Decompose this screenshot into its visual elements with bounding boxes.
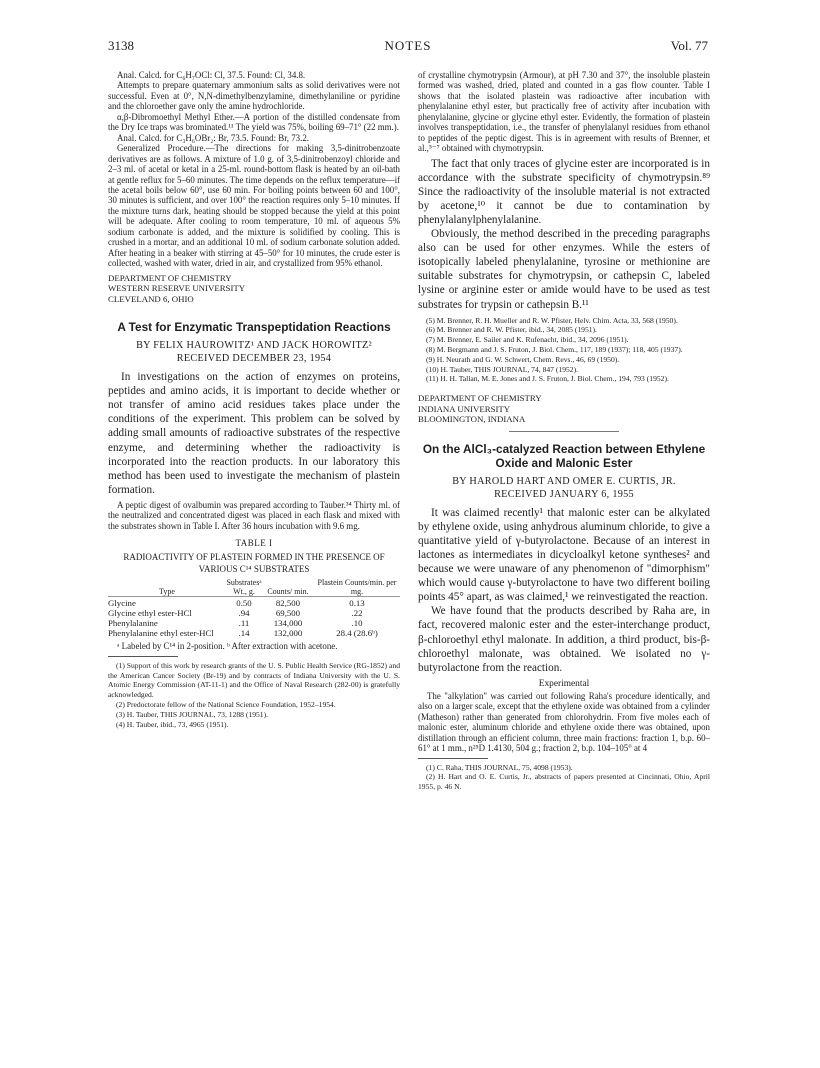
table-caption: RADIOACTIVITY OF PLASTEIN FORMED IN THE PRESENCE OF VARIOUS C¹⁴ SUBSTRATES: [123, 552, 385, 575]
reference-11: (11) H. H. Tallan, M. E. Jones and J. S. Fruton, J. Biol. Chem., 194, 793 (1952).: [426, 374, 669, 384]
table-row: Glycine 0.50 82,500 0.13: [108, 597, 400, 609]
analysis-line-2: Anal. Calcd. for C₃H₆OBr₂: Br, 73.5. Found: Br, 73.2.: [117, 132, 309, 143]
reference-8: (8) M. Bergmann and J. S. Fruton, J. Biol. Chem., 117, 189 (1937); 118, 405 (1937).: [426, 345, 683, 355]
reference-5: (5) M. Brenner, R. H. Mueller and R. W. Pfister, Helv. Chim. Acta, 33, 568 (1950).: [426, 315, 678, 325]
article-title-alcl3: On the AlCl₃-catalyzed Reaction between Ethylene Oxide and Malonic Ester: [422, 441, 706, 470]
quaternary-salts-paragraph: Attempts to prepare quaternary ammonium salts as solid derivatives were not successful. Even at 0°, N,N-dimethylbenzylamine, dimethylaniline or pyridine and the chloroether gave only the amine hydrochloride.: [108, 80, 400, 112]
table-row: Phenylalanine ethyl ester-HCl .14 132,000 28.4 (28.6ᵇ): [108, 628, 378, 639]
reference-9: (9) H. Neurath and G. W. Schwert, Chem. Revs., 46, 69 (1950).: [426, 354, 620, 364]
footnote-4: (4) H. Tauber, ibid., 73, 4965 (1951).: [116, 719, 229, 729]
experimental-paragraph: The "alkylation" was carried out following Raha's procedure identically, and also on a larger scale, except that the ethylene oxide was obtained from a cylinder (Matheson) rather than generated from chlorohydrin. From five moles each of malonic ester, aluminum chloride and ethylene oxide there was obtained, upon distillation through an efficient column, three main fractions: fraction 1, b.p. 60–61° at 1 mm., n²⁵D 1.4130, 504 g.; fraction 2, b.p. 104–105° at 4: [418, 690, 710, 754]
table-row: Glycine ethyl ester-HCl .94 69,500 .22: [108, 608, 363, 619]
reference-6: (6) M. Brenner and R. W. Pfister, ibid., 34, 2085 (1951).: [426, 325, 597, 335]
table-header-row: [108, 578, 400, 597]
radioactivity-table: [108, 578, 400, 638]
col-counts-header: Counts/ min.: [267, 587, 309, 597]
volume-label: Vol. 77: [670, 38, 708, 53]
footnote-raha: (1) C. Raha, THIS JOURNAL, 75, 4098 (1953).: [426, 762, 573, 772]
substrate-specificity-paragraph: The fact that only traces of glycine ester are incorporated is in accordance with the substrate specificity of chymotrypsin.⁸⁹ Since the radioactivity of the insoluble material is not extracted by acetone,¹⁰ it cannot be due to contamination by phenylalanylphenylalanine.: [418, 157, 710, 226]
experimental-heading: Experimental: [538, 678, 590, 689]
analysis-line-1: Anal. Calcd. for C₆H₇OCl: Cl, 37.5. Found: Cl, 34.8.: [117, 70, 306, 80]
article-authors-1: BY FELIX HAUROWITZ¹ AND JACK HOROWITZ²: [136, 340, 372, 352]
section-title: NOTES: [384, 38, 432, 53]
department-address-2: DEPARTMENT OF CHEMISTRY INDIANA UNIVERSITY BLOOMINGTON, INDIANA: [418, 393, 542, 425]
footnote-2: (2) Predoctorate fellow of the National Science Foundation, 1952–1954.: [116, 699, 336, 709]
malonic-ester-paragraph: It was claimed recently¹ that malonic ester can be alkylated by ethylene oxide, using anhydrous aluminum chloride, to give a quantitative yield of γ-butyrolactone. Because of an interest in lactones as intermediates in dicycloalkyl ketone syntheses² and because we were unaware of any phenomenon of "dimorphism" which would cause γ-butyrolactone to have two different boiling points 45° apart, as was claimed,¹ we reinvestigated the reaction.: [418, 506, 710, 604]
received-date-1: RECEIVED DECEMBER 23, 1954: [176, 353, 332, 365]
right-column: [418, 70, 710, 792]
reference-10: (10) H. Tauber, THIS JOURNAL, 74, 847 (1952).: [426, 364, 579, 374]
footnote-3: (3) H. Tauber, THIS JOURNAL, 73, 1288 (1951).: [116, 709, 269, 719]
products-paragraph: We have found that the products described by Raha are, in fact, recovered malonic ester and the ester-interchange product, β-chloroethyl ethyl malonate. In addition, a third product, bis-β-chloroethyl malonate, was obtained. We isolated no γ-butyrolactone from the reaction.: [418, 605, 710, 674]
article-divider: [509, 431, 619, 432]
page-header: [108, 38, 708, 56]
page-number: 3138: [108, 38, 134, 53]
col-wt-header: Substratesᵃ Wt., g.: [226, 578, 262, 597]
intro-paragraph: In investigations on the action of enzymes on proteins, peptides and amino acids, it is important to decide whether or not transfer of amino acid residues takes place under the conditions of the experiment. This problem can be solved by adding small amounts of radioactive substrates of the respective enzyme, and determining whether the radioactivity is incorporated into the reaction products. In our laboratory this method has been used to investigate the mechanism of plastein formation.: [108, 371, 400, 496]
department-address-1: DEPARTMENT OF CHEMISTRY WESTERN RESERVE UNIVERSITY CLEVELAND 6, OHIO: [108, 272, 246, 304]
footnote-divider: [108, 656, 178, 657]
other-enzymes-paragraph: Obviously, the method described in the preceding paragraphs also can be used for other enzymes. While the esters of isotopically labeled phenylalanine, tyrosine or methionine are suitable substrates for chymotrypsin, or cathepsin C, labeled lysine or arginine ester or amide would have to be used as test substrates for trypsin or cathepsin B.¹¹: [418, 228, 710, 311]
dibromoethyl-paragraph: α,β-Dibromoethyl Methyl Ether.—A portion of the distilled condensate from the Dry Ice traps was brominated.¹¹ The yield was 75%, boiling 69–71° (22 mm.).: [108, 111, 400, 133]
footnote-divider-2: [418, 758, 488, 759]
table-label: TABLE I: [235, 538, 273, 549]
article-title-transpeptidation: A Test for Enzymatic Transpeptidation Reactions: [117, 320, 391, 335]
table-row: Phenylalanine .11 134,000 .10: [108, 618, 363, 629]
footnote-1: (1) Support of this work by research grants of the U. S. Public Health Service (RG-1852) and the American Cancer Society (Br-19) and by contracts of Indiana University with the U. S. Atomic Energy Commission (AT-11-1) and the Office of Naval Research (282-00) is gratefully acknowledged.: [108, 660, 400, 700]
left-column: [108, 70, 400, 729]
continuation-paragraph: of crystalline chymotrypsin (Armour), at pH 7.30 and 37°, the insoluble plastein formed was washed, dried, plated and counted in a gas flow counter. Table I shows that the isolated plastein was radioactive after incubation with phenylalanine ethyl ester, but practically free of activity after incubation with phenylalanine, glycine or glycine ethyl ester. Evidently, the formation of plastein involves transpeptidation, i.e., the transfer of phenylalanyl residues from ethanol to peptides of the peptic digest. This is in agreement with results of Brenner, et al.,⁵⁻⁷ obtained with chymotrypsin.: [418, 70, 710, 154]
article-authors-2: BY HAROLD HART AND OMER E. CURTIS, JR.: [452, 475, 676, 487]
table-footnote: ᵃ Labeled by C¹⁴ in 2-position. ᵇ After extraction with acetone.: [117, 641, 338, 652]
col-plastein-header: Plastein Counts/min. per mg.: [317, 578, 397, 597]
received-date-2: RECEIVED JANUARY 6, 1955: [494, 488, 634, 500]
reference-7: (7) M. Brenner, E. Sailer and K. Rufenacht, ibid., 34, 2096 (1951).: [426, 335, 629, 345]
footnote-hart: (2) H. Hart and O. E. Curtis, Jr., abstracts of papers presented at Cincinnati, Ohio, April 1955, p. 46 N.: [418, 772, 710, 792]
method-paragraph: A peptic digest of ovalbumin was prepared according to Tauber.³⁴ Thirty ml. of the neutralized and concentrated digest was placed in each flask and mixed with the substrates shown in Table I. After 36 hours incubation with 9.6 mg.: [108, 499, 400, 531]
col-type-header: Type: [159, 587, 175, 597]
generalized-procedure-paragraph: Generalized Procedure.—The directions for making 3,5-dinitrobenzoate derivatives are as follows. A mixture of 1.0 g. of 3,5-dinitrobenzoyl chloride and 2–3 ml. of acetal or ketal in a 25-ml. round-bottom flask is heated by an oil-bath at gentle reflux for 5–60 minutes. The time depends on the reflux temperature—if the acetal boils below 60°, use 60 min. For boiling points between 60 and 100°, 30 minutes is sufficient, and over 100° the reaction requires only 5–10 minutes. If the mixture turns dark, heating should be stopped because the yield at this point will be adequate. After cooling to room temperature, 10 ml. of aqueous 5% sodium carbonate is added, and the mixture is solidified by cooling. This is crushed in a mortar, and an additional 10 ml. of sodium carbonate solution added. After heating in a beaker with stirring at 45–50° for 10 minutes, the crude ester is collected, washed with water, dried in air, and crystallized from 95% ethanol.: [108, 143, 400, 269]
